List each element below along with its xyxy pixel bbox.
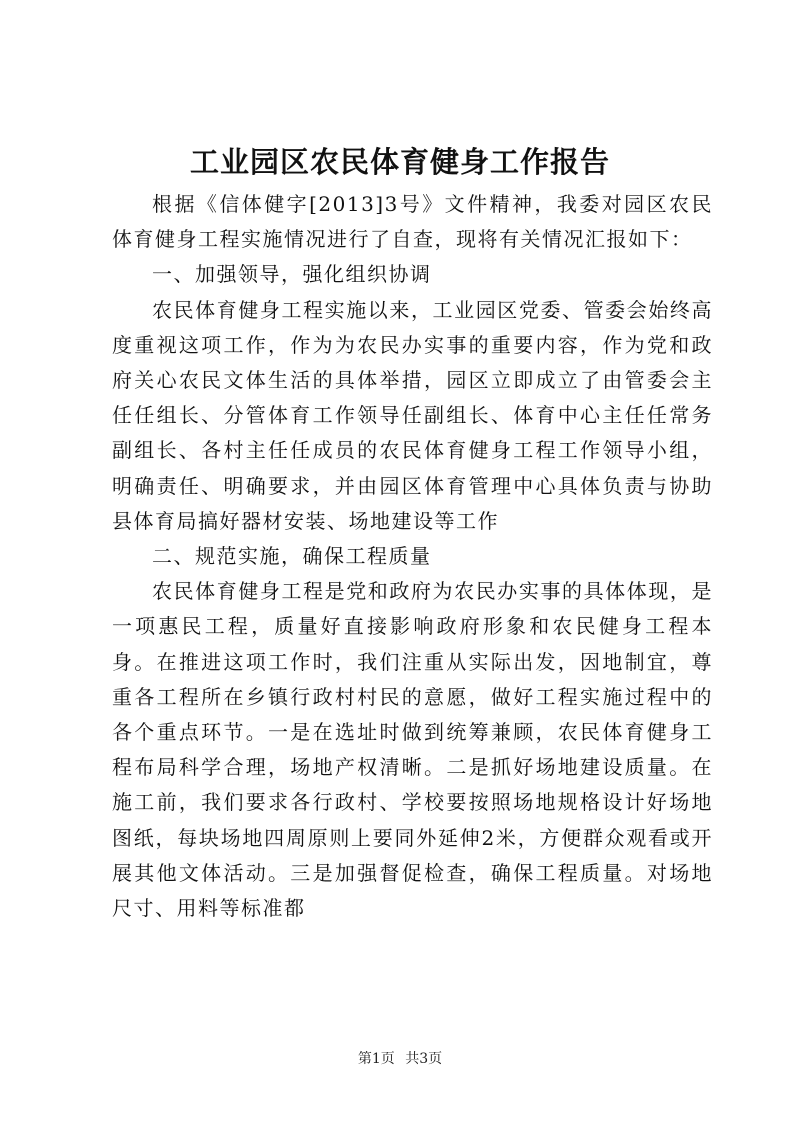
page-total: 共3页 (405, 1051, 443, 1067)
section-heading-1: 一、加强领导，强化组织协调 (152, 262, 432, 287)
page-footer (0, 1049, 800, 1069)
intro-paragraph: 根据《信体健字[2013]3号》文件精神，我委对园区农民体育健身工程实施情况进行了自查，现将有关情况汇报如下： (112, 192, 713, 252)
page-number: 第1页 (357, 1051, 395, 1067)
section-2-paragraph: 农民体育健身工程是党和政府为农民办实事的具体体现，是一项惠民工程，质量好直接影响政府形象和农民健身工程本身。在推进这项工作时，我们注重从实际出发，因地制宜，尊重各工程所在乡镇行政村村民的意愿，做好工程实施过程中的各个重点环节。一是在选址时做到统筹兼顾，农民体育健身工程布局科学合理，场地产权清晰。二是抓好场地建设质量。在施工前，我们要求各行政村、学校要按照场地规格设计好场地图纸，每块场地四周原则上要同外延伸2米，方便群众观看或开展其他文体活动。三是加强督促检查，确保工程质量。对场地尺寸、用料等标准都 (112, 579, 713, 921)
document-title: 工业园区农民体育健身工作报告 (189, 145, 610, 179)
section-heading-2: 二、规范实施，确保工程质量 (152, 544, 432, 569)
document-body (112, 187, 713, 926)
section-1-paragraph: 农民体育健身工程实施以来，工业园区党委、管委会始终高度重视这项工作，作为为农民办实事的重要内容，作为党和政府关心农民文体生活的具体举措，园区立即成立了由管委会主任任组长、分管体育工作领导任副组长、体育中心主任任常务副组长、各村主任任成员的农民体育健身工程工作领导小组，明确责任、明确要求，并由园区体育管理中心具体负责与协助县体育局搞好器材安装、场地建设等工作 (112, 297, 713, 533)
